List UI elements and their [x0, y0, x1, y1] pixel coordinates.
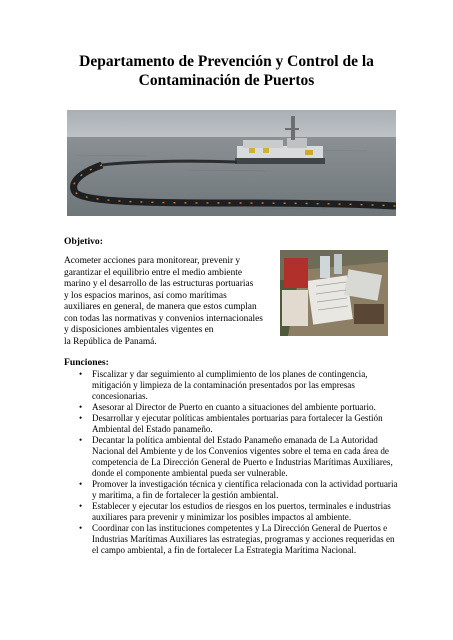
- list-item: • Asesorar al Director de Puerto en cuanto a situaciones del ambiente portuario.: [64, 402, 400, 413]
- page-title: [40, 52, 413, 90]
- list-item: • Fiscalizar y dar seguimiento al cumplimiento de los planes de contingencia, mitigación y limpieza de la contaminación presentados por las empresas concesionarias.: [64, 369, 400, 401]
- functions-heading: Funciones:: [64, 357, 109, 368]
- objective-line: garantizar el equilibrio entre el medio ambiente: [64, 267, 243, 278]
- objective-paragraph: [64, 256, 264, 348]
- functions-list: [64, 369, 400, 556]
- objective-line: la República de Panamá.: [64, 336, 157, 347]
- objective-line: y disposiciones ambientales vigentes en: [64, 325, 214, 335]
- title-line-2: Contaminación de Puertos: [138, 72, 315, 89]
- oil-containment-boom-photo: [67, 110, 396, 216]
- objective-line: marino y el desarrollo de las estructuras portuarias: [64, 279, 254, 289]
- objective-heading: Objetivo:: [64, 236, 103, 247]
- title-line-1: Departamento de Prevención y Control de la: [79, 53, 374, 70]
- list-item: • Coordinar con las instituciones competentes y La Dirección General de Puertos e Industrias Marítimas Auxiliares las estrategias, programas y acciones requeridas en el campo ambiental, a fin de fortalecer La Estrategia Marítima Nacional.: [64, 523, 400, 555]
- objective-line: auxiliares en general, de manera que estos cumplan: [64, 302, 257, 312]
- list-item: • Decantar la política ambiental del Estado Panameño emanada de La Autoridad Nacional del Ambiente y de los Convenios vigentes sobre el tema en cada área de competencia de La Dirección General de Puerto e Industrias Marítimas Auxiliares, donde el componente ambiental pueda ser vulnerable.: [64, 435, 400, 478]
- objective-line: Acometer acciones para monitorear, prevenir y: [64, 256, 241, 266]
- laboratory-photo: [280, 250, 388, 336]
- objective-line: con todas las normativas y convenios internacionales: [64, 313, 263, 324]
- objective-line: y los espacios marinos, así como marítimas: [64, 290, 227, 301]
- list-item: • Desarrollar y ejecutar políticas ambientales portuarias para fortalecer la Gestión Ambiental del Estado panameño.: [64, 413, 400, 435]
- list-item: • Establecer y ejecutar los estudios de riesgos en los puertos, terminales e industrias auxiliares para prevenir y minimizar los posibles impactos al ambiente.: [64, 501, 400, 523]
- list-item: • Promover la investigación técnica y científica relacionada con la actividad portuaria y marítima, a fin de fortalecer la gestión ambiental.: [64, 479, 400, 501]
